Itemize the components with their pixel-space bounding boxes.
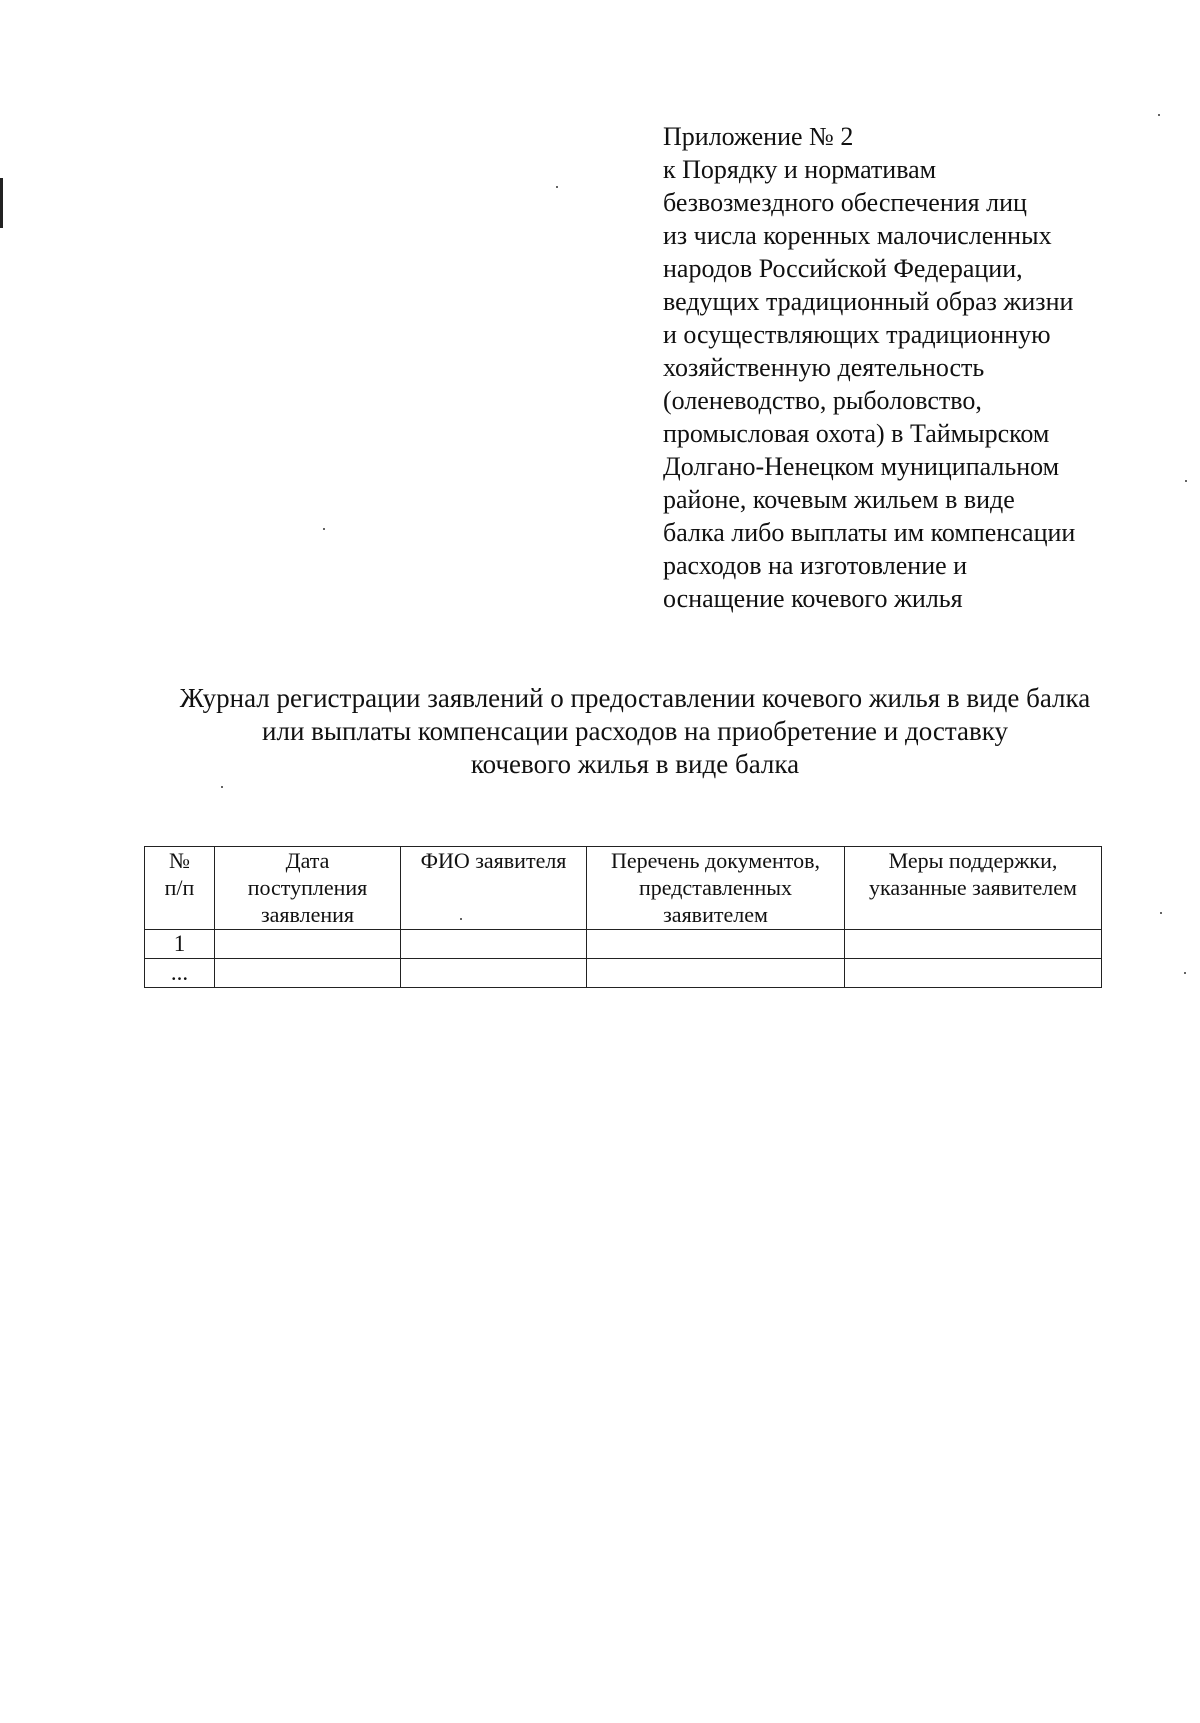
appendix-line: и осуществляющих традиционную	[663, 320, 1051, 349]
appendix-line: оснащение кочевого жилья	[663, 584, 963, 613]
appendix-line: расходов на изготовление и	[663, 551, 968, 580]
header-line: Перечень документов,	[611, 848, 820, 873]
header-date	[215, 847, 401, 930]
header-number	[145, 847, 215, 930]
appendix-line: безвозмездного обеспечения лиц	[663, 188, 1027, 217]
title-line: кочевого жилья в виде балка	[470, 749, 800, 779]
scan-speck	[323, 528, 325, 530]
header-line: заявителем	[663, 902, 768, 927]
scan-speck	[1160, 912, 1162, 914]
header-line: п/п	[164, 875, 195, 900]
table-cell	[587, 930, 845, 959]
header-documents-list	[587, 847, 845, 930]
scan-margin-mark	[0, 178, 3, 228]
header-line: представленных	[638, 875, 793, 900]
header-line: Меры поддержки,	[888, 848, 1058, 873]
table-cell-number: ...	[145, 959, 215, 988]
table-cell	[587, 959, 845, 988]
journal-title	[100, 682, 1170, 781]
appendix-line: к Порядку и нормативам	[663, 155, 937, 184]
title-line: Журнал регистрации заявлений о предоставлении кочевого жилья в виде балка	[179, 683, 1091, 713]
scan-speck	[556, 186, 558, 188]
table-cell	[845, 930, 1102, 959]
header-line: №	[169, 848, 190, 873]
appendix-block	[663, 120, 1133, 615]
appendix-line: (оленеводство, рыболовство,	[663, 386, 982, 415]
table-header-row	[145, 847, 1102, 930]
header-support-measures	[845, 847, 1102, 930]
header-line: Дата	[285, 848, 330, 873]
title-line: или выплаты компенсации расходов на приобретение и доставку	[262, 716, 1008, 746]
header-line: поступления	[247, 875, 368, 900]
scan-speck	[460, 918, 462, 920]
registration-journal-table	[144, 846, 1102, 988]
appendix-line: ведущих традиционный образ жизни	[663, 287, 1074, 316]
scan-speck	[1184, 972, 1186, 974]
table-row	[145, 959, 1102, 988]
header-line: заявления	[260, 902, 355, 927]
scan-speck	[1158, 114, 1160, 116]
appendix-line: промысловая охота) в Таймырском	[663, 419, 1050, 448]
table-cell	[401, 930, 587, 959]
appendix-line: народов Российской Федерации,	[663, 254, 1023, 283]
table-cell-number: 1	[145, 930, 215, 959]
scan-speck	[1185, 480, 1187, 482]
table-cell	[215, 930, 401, 959]
table-cell	[845, 959, 1102, 988]
header-applicant-name	[401, 847, 587, 930]
table-row	[145, 930, 1102, 959]
appendix-line: Приложение № 2	[663, 122, 854, 151]
appendix-line: из числа коренных малочисленных	[663, 221, 1052, 250]
appendix-line: районе, кочевым жильем в виде	[663, 485, 1015, 514]
table-cell	[401, 959, 587, 988]
appendix-line: Долгано-Ненецком муниципальном	[663, 452, 1060, 481]
header-line: ФИО заявителя	[420, 848, 567, 873]
appendix-line: балка либо выплаты им компенсации	[663, 518, 1076, 547]
header-line: указанные заявителем	[869, 875, 1077, 900]
scan-speck	[221, 786, 223, 788]
table-cell	[215, 959, 401, 988]
appendix-line: хозяйственную деятельность	[663, 353, 985, 382]
